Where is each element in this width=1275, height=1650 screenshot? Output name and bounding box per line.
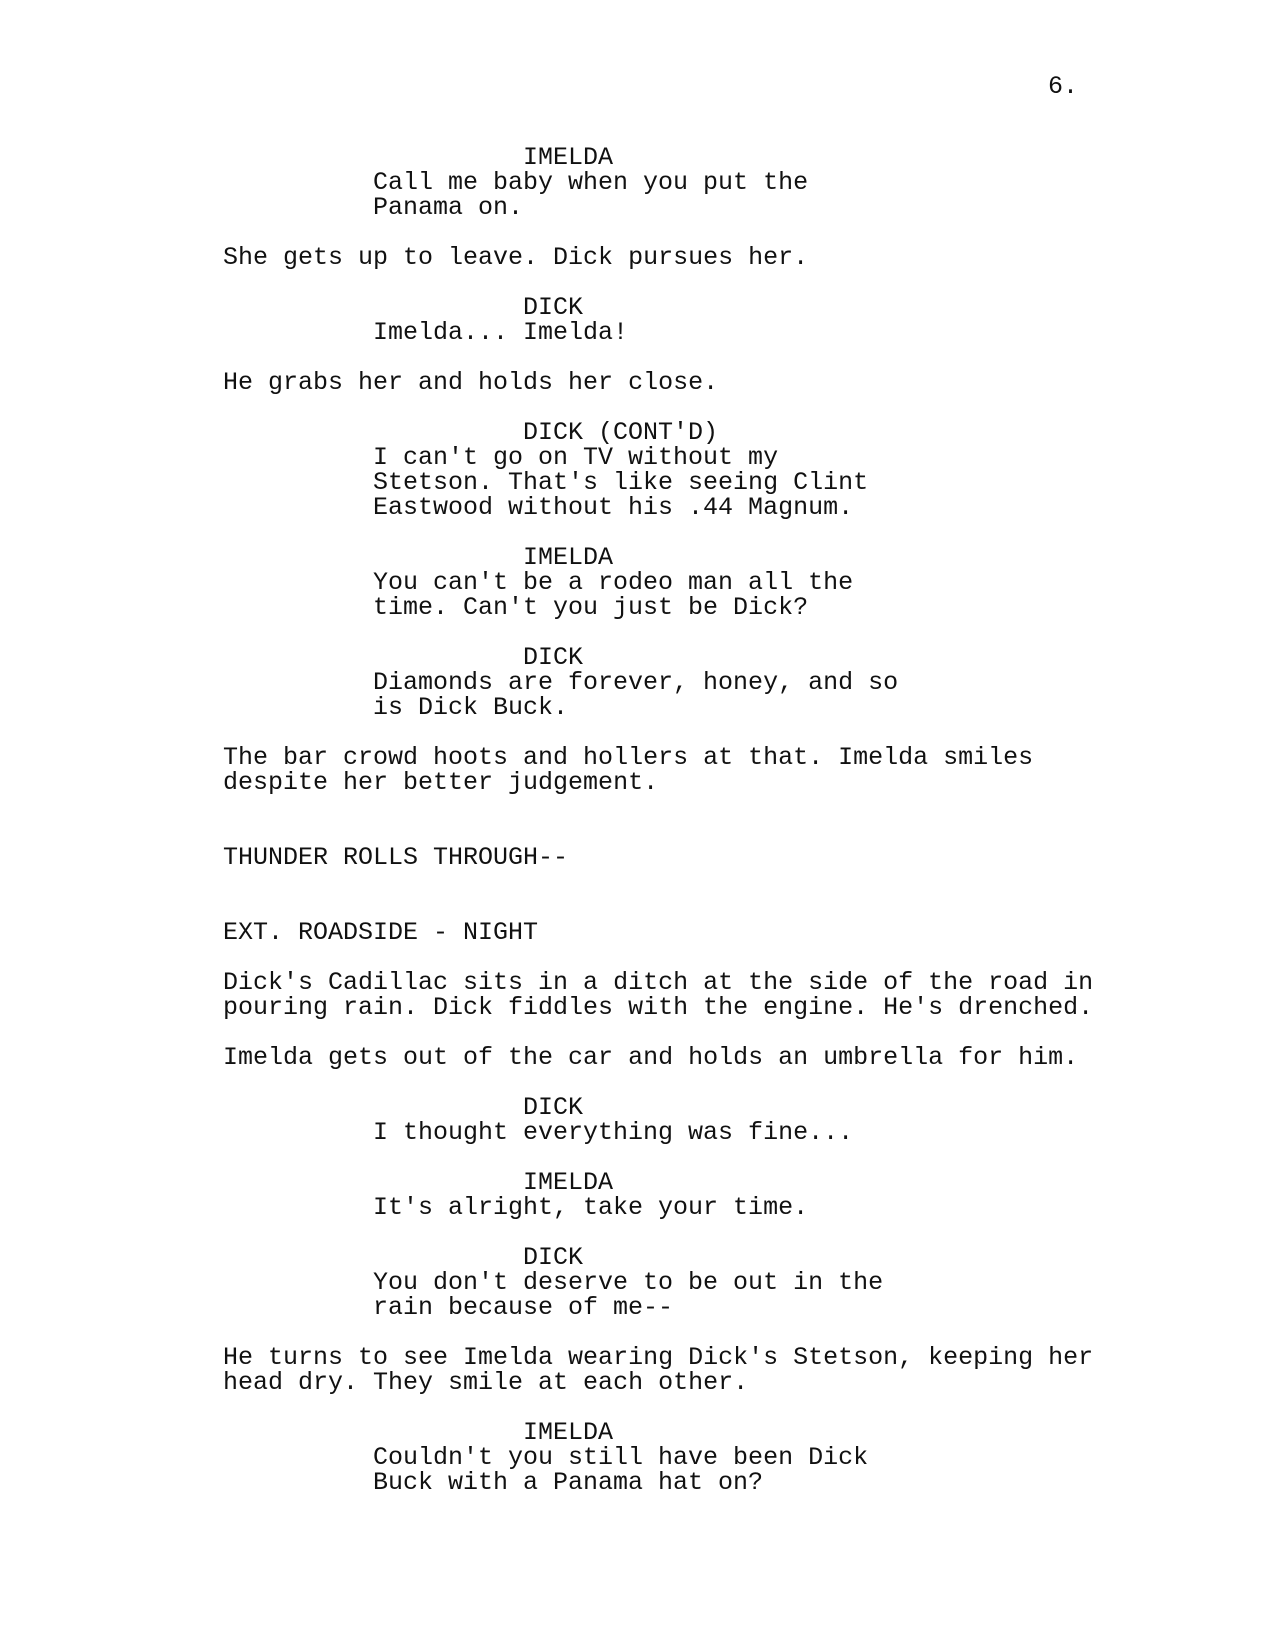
dialogue-line: Buck with a Panama hat on? xyxy=(373,1468,764,1497)
character-cue: IMELDA xyxy=(523,1168,614,1197)
transition-line: THUNDER ROLLS THROUGH-- xyxy=(223,843,569,872)
dialogue-line: You don't deserve to be out in the xyxy=(373,1268,884,1297)
action-line: He turns to see Imelda wearing Dick's Stetson, keeping her xyxy=(223,1343,1094,1372)
character-cue: IMELDA xyxy=(523,1418,614,1447)
page-number: 6. xyxy=(1048,72,1079,101)
dialogue-line: Couldn't you still have been Dick xyxy=(373,1443,869,1472)
action-line: Imelda gets out of the car and holds an umbrella for him. xyxy=(223,1043,1079,1072)
character-cue: DICK (CONT'D) xyxy=(523,418,719,447)
dialogue-line: is Dick Buck. xyxy=(373,693,569,722)
character-cue: DICK xyxy=(523,1243,584,1272)
dialogue-block xyxy=(223,1445,1083,1495)
dialogue-block xyxy=(223,320,1083,345)
dialogue-block xyxy=(223,1270,1083,1320)
action-block xyxy=(223,1343,1094,1397)
dialogue-block xyxy=(223,670,1083,720)
action-line: head dry. They smile at each other. xyxy=(223,1368,749,1397)
action-line: The bar crowd hoots and hollers at that. Imelda smiles xyxy=(223,743,1034,772)
dialogue-line: Imelda... Imelda! xyxy=(373,318,629,347)
dialogue-block xyxy=(223,570,1083,620)
dialogue-block xyxy=(223,170,1083,220)
dialogue-line: I can't go on TV without my xyxy=(373,443,779,472)
action-block xyxy=(223,1045,1083,1070)
dialogue-line: time. Can't you just be Dick? xyxy=(373,593,809,622)
action-block xyxy=(223,745,1083,795)
action-line: despite her better judgement. xyxy=(223,768,659,797)
dialogue-block xyxy=(223,1120,1083,1145)
dialogue-line: Stetson. That's like seeing Clint xyxy=(373,468,869,497)
character-cue: DICK xyxy=(523,293,584,322)
character-cue: DICK xyxy=(523,643,584,672)
dialogue-block xyxy=(223,1195,1083,1220)
action-line: Dick's Cadillac sits in a ditch at the side of the road in xyxy=(223,968,1094,997)
character-cue: IMELDA xyxy=(523,143,614,172)
dialogue-line: Call me baby when you put the xyxy=(373,168,809,197)
dialogue-line: It's alright, take your time. xyxy=(373,1193,809,1222)
scene-heading: EXT. ROADSIDE - NIGHT xyxy=(223,918,539,947)
action-line: pouring rain. Dick fiddles with the engine. He's drenched. xyxy=(223,993,1094,1022)
dialogue-line: rain because of me-- xyxy=(373,1293,674,1322)
action-block xyxy=(223,370,1083,395)
dialogue-block xyxy=(223,445,1083,520)
dialogue-line: You can't be a rodeo man all the xyxy=(373,568,854,597)
character-cue: IMELDA xyxy=(523,543,614,572)
screenplay-body xyxy=(223,143,1094,1497)
action-line: She gets up to leave. Dick pursues her. xyxy=(223,243,809,272)
dialogue-line: Eastwood without his .44 Magnum. xyxy=(373,493,854,522)
action-line: He grabs her and holds her close. xyxy=(223,368,719,397)
action-block xyxy=(223,245,1083,270)
dialogue-line: Diamonds are forever, honey, and so xyxy=(373,668,899,697)
dialogue-line: Panama on. xyxy=(373,193,524,222)
dialogue-line: I thought everything was fine... xyxy=(373,1118,854,1147)
action-block xyxy=(223,968,1094,1022)
character-cue: DICK xyxy=(523,1093,584,1122)
